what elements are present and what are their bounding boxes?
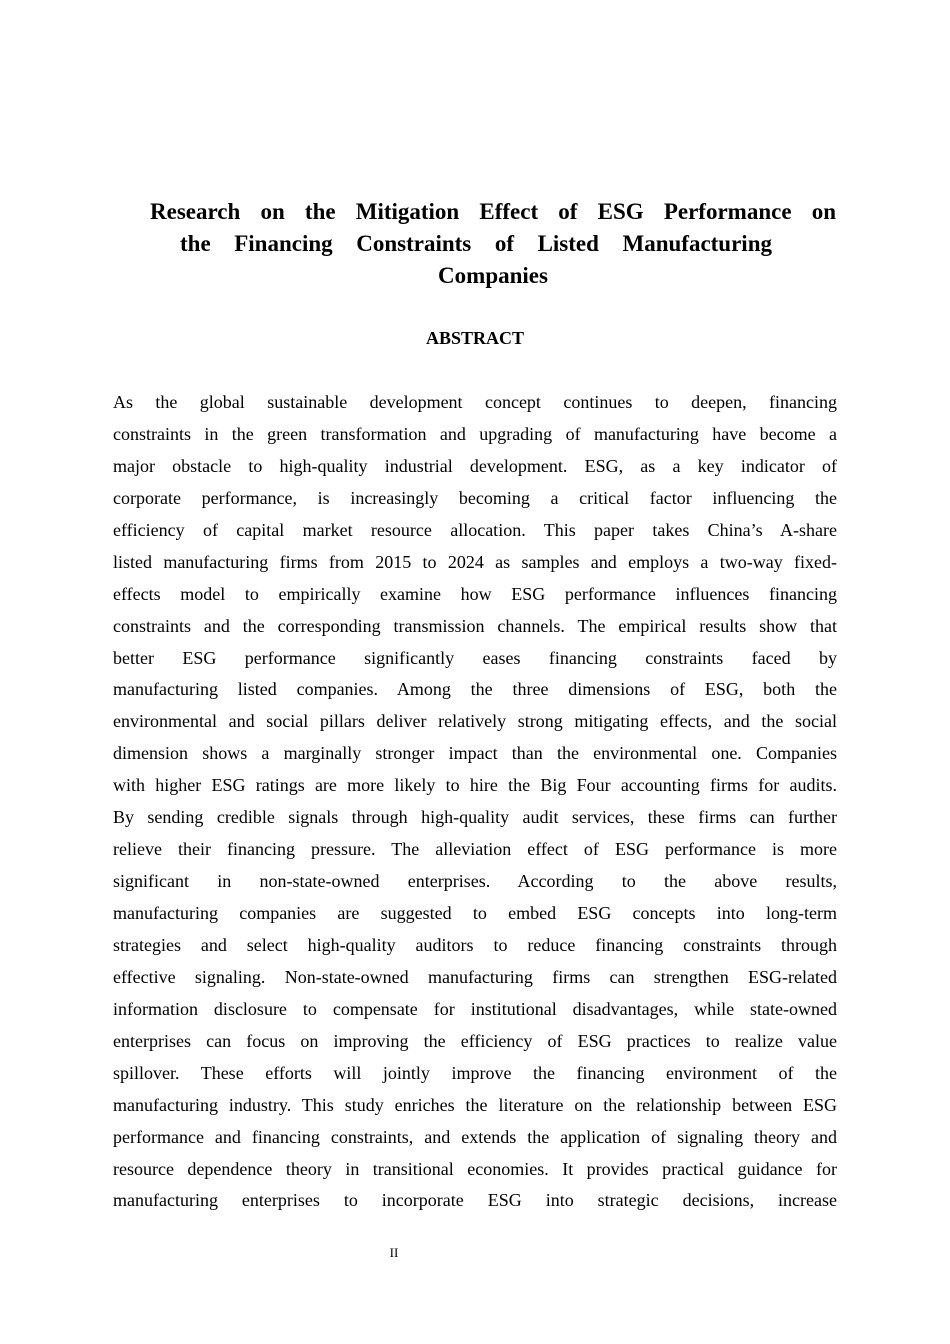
abstract-line: As the global sustainable development concept continues to deepen, financing [113,392,837,412]
title-line-1: Research on the Mitigation Effect of ESG Performance on [150,199,836,224]
title-line-2: the Financing Constraints of Listed Manufacturing [180,231,772,256]
abstract-line: better ESG performance significantly eases financing constraints faced by [113,647,837,668]
abstract-line: manufacturing companies are suggested to embed ESG concepts into long-term [113,903,837,923]
abstract-line: By sending credible signals through high-quality audit services, these firms can further [113,807,837,828]
abstract-line: major obstacle to high-quality industrial development. ESG, as a key indicator of [113,455,837,476]
abstract-line: manufacturing listed companies. Among the three dimensions of ESG, both the [113,679,837,700]
abstract-body [113,387,837,1217]
abstract-line: listed manufacturing firms from 2015 to 2024 as samples and employs a two-way fixed- [113,551,837,572]
abstract-line: manufacturing industry. This study enriches the literature on the relationship between ESG [113,1094,837,1115]
abstract-line: corporate performance, is increasingly becoming a critical factor influencing the [113,487,837,508]
abstract-line: resource dependence theory in transitional economies. It provides practical guidance for [113,1158,837,1179]
abstract-line: effects model to empirically examine how ESG performance influences financing [113,583,837,604]
abstract-line: environmental and social pillars deliver relatively strong mitigating effects, and the social [113,711,837,732]
page-number: II [389,1245,399,1260]
abstract-line: information disclosure to compensate for institutional disadvantages, while state-owned [113,998,837,1019]
abstract-line: spillover. These efforts will jointly improve the financing environment of the [113,1062,837,1083]
paper-title [150,196,836,292]
abstract-line: efficiency of capital market resource allocation. This paper takes China’s A-share [113,519,837,540]
abstract-line: significant in non-state-owned enterprises. According to the above results, [113,871,837,892]
abstract-line: manufacturing enterprises to incorporate ESG into strategic decisions, increase [113,1190,837,1211]
abstract-line: relieve their financing pressure. The alleviation effect of ESG performance is more [113,839,837,860]
title-line-3: Companies [438,263,548,288]
abstract-line: constraints and the corresponding transmission channels. The empirical results show that [113,615,837,636]
abstract-line: constraints in the green transformation and upgrading of manufacturing have become a [113,423,837,444]
abstract-line: effective signaling. Non-state-owned manufacturing firms can strengthen ESG-related [113,966,837,987]
abstract-heading: ABSTRACT [425,328,525,348]
abstract-line: with higher ESG ratings are more likely to hire the Big Four accounting firms for audits. [113,775,837,796]
abstract-line: performance and financing constraints, and extends the application of signaling theory and [113,1126,837,1147]
abstract-line: dimension shows a marginally stronger impact than the environmental one. Companies [113,743,837,764]
abstract-line: enterprises can focus on improving the efficiency of ESG practices to realize value [113,1030,837,1051]
abstract-line: strategies and select high-quality auditors to reduce financing constraints through [113,934,837,955]
